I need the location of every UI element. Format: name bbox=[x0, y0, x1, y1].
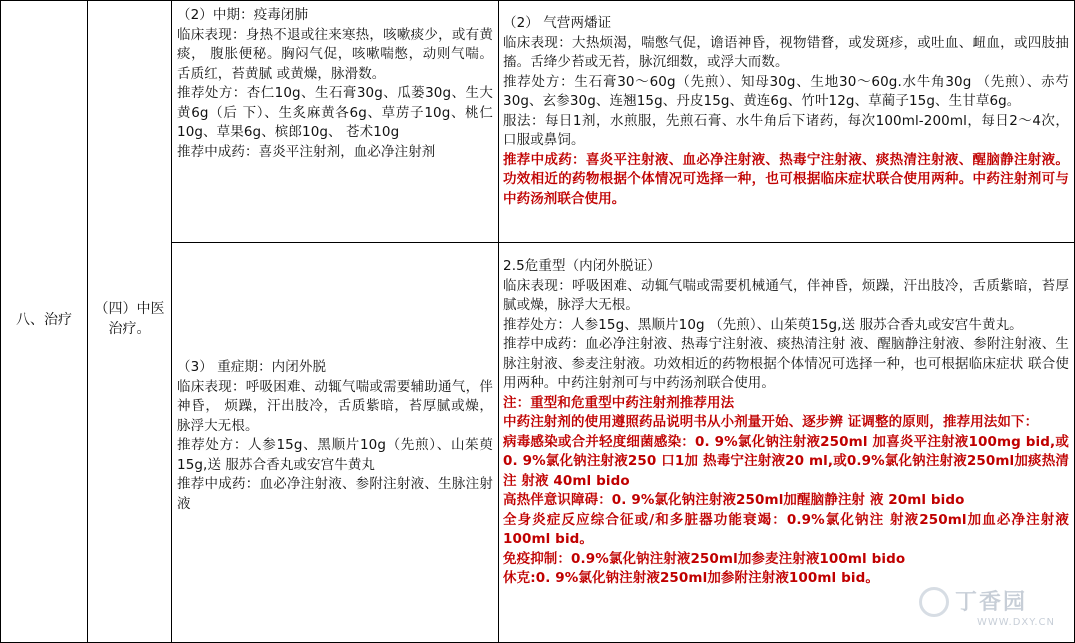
qi-ying-prescription: 推荐处方：生石膏30～60g（先煎）、知母30g、生地30～60g.水牛角30g （先煎）、赤芍30g、玄参30g、连翘15g、丹皮15g、黄连6g、竹叶12g、草蔺子15g、生甘草6g。 bbox=[503, 73, 1069, 109]
critical-patent: 推荐中成药：血必净注射液、热毒宁注射液、痰热清注射 液、醒脑静注射液、参附注射液、生脉注射液、参麦注射液。功效相近的药物根据个体情况可选择一种，也可根据临床症状 联合使用两种。中药注射剂可与中药汤剂联合使用。 bbox=[503, 336, 1069, 391]
severe-stage-title: （3） 重症期：内闭外脱 bbox=[177, 359, 327, 375]
watermark-text: 丁香园 bbox=[955, 590, 1028, 615]
critical-recommend-immuno: 免疫抑制：0.9%氯化钠注射液250ml加参麦注射液100ml bido bbox=[503, 550, 906, 567]
section-label: 八、治疗 bbox=[16, 312, 72, 328]
critical-title: 2.5危重型（内闭外脱证） bbox=[503, 258, 661, 274]
watermark bbox=[917, 581, 1067, 637]
critical-recommend-sirs: 全身炎症反应综合征或/和多脏器功能衰竭：0.9%氯化钠注 射液250ml加血必净注射液100ml bid。 bbox=[503, 511, 1069, 547]
mid-stage-clinical: 临床表现：身热不退或往来寒热，咳嗽痰少，或有黄痰， 腹胀便秘。胸闷气促，咳嗽喘憋，动则气喘。舌质红，苔黄腻 或黄燥，脉滑数。 bbox=[177, 26, 493, 82]
mid-stage-prescription: 推荐处方：杏仁10g、生石膏30g、瓜蒌30g、生大黄6g（后 下）、生炙麻黄各6g、草苈子10g、桃仁10g、草果6g、槟郎10g、 苍术10g bbox=[177, 85, 493, 140]
critical-recommend-shock: 休克:0. 9%氯化钠注射液250ml加参附注射液100ml bid。 bbox=[503, 570, 879, 586]
critical-note-title: 注：重型和危重型中药注射剂推荐用法 bbox=[503, 394, 735, 411]
critical-recommend-fever: 高热伴意识障碍：0. 9%氯化钠注射液250ml加醒脑静注射 液 20ml bido bbox=[503, 492, 965, 508]
qi-ying-title: （2） 气营两燔证 bbox=[503, 15, 612, 31]
mid-stage-patent: 推荐中成药：喜炎平注射剂，血必净注射剂 bbox=[177, 143, 436, 160]
severe-stage-patent: 推荐中成药：血必净注射液、参附注射液、生脉注射液 bbox=[177, 476, 493, 512]
qi-ying-clinical: 临床表现：大热烦渴，喘憋气促，谵语神昏，视物错瞀，或发斑疹，或吐血、衄血，或四肢抽搐。舌绛少苔或无苔，脉沉细数，或浮大而数。 bbox=[503, 34, 1069, 70]
severe-stage-clinical: 临床表现：呼吸困难、动辄气喘或需要辅助通气，伴神昏， 烦躁，汗出肢冷，舌质紫暗，苔厚腻或燥，脉浮大无根。 bbox=[177, 378, 493, 434]
mid-stage-title: （2）中期：疫毒闭肺 bbox=[177, 7, 309, 23]
critical-note-principle: 中药注射剂的使用遵照药品说明书从小剂量开始、逐步辨 证调整的原则，推荐用法如下： bbox=[503, 414, 1039, 430]
severe-stage-prescription: 推荐处方：人参15g、黑顺片10g（先煎）、山茱萸15g,送 服苏合香丸或安宫牛黄丸 bbox=[177, 437, 493, 473]
severe-stage-text bbox=[177, 358, 493, 514]
critical-text bbox=[503, 257, 1069, 589]
critical-prescription: 推荐处方：人参15g、黑顺片10g （先煎）、山茱萸15g,送 服苏合香丸或安宫牛黄丸。 bbox=[503, 316, 1023, 333]
qi-ying-text bbox=[503, 14, 1069, 209]
subsection-label bbox=[87, 299, 172, 339]
critical-clinical: 临床表现：呼吸困难、动辄气喘或需要机械通气，伴神昏，烦躁，汗出肢冷，舌质紫暗，苔厚腻或燥，脉浮大无根。 bbox=[503, 277, 1069, 313]
qi-ying-patent: 推荐中成药：喜炎平注射液、血必净注射液、热毒宁注射液、痰热清注射液、醒脑静注射液。功效相近的药物根据个体情况可选择一种，也可根据临床症状联合使用两种。中药注射剂可与中药汤剂联合使用。 bbox=[503, 151, 1069, 207]
critical-recommend-viral: 病毒感染或合并轻度细菌感染：0. 9%氯化钠注射液250ml 加喜炎平注射液100mg bid,或0. 9%氯化钠注射液250 口1加 热毒宁注射液20 ml,或0.9%氯化钠注射液250ml加痰热清注 射液 40ml bido bbox=[503, 433, 1069, 489]
subsection-line1: （四）中医 bbox=[94, 301, 165, 317]
qi-ying-usage: 服法：每日1剂，水煎服，先煎石膏、水牛角后下诸药，每次100ml-200ml，每日2～4次，口服或鼻饲。 bbox=[503, 112, 1069, 148]
watermark-sub: WWW.DXY.CN bbox=[977, 617, 1055, 628]
mid-stage-text bbox=[177, 6, 493, 162]
watermark-logo-icon bbox=[919, 587, 949, 617]
subsection-line2: 治疗。 bbox=[108, 321, 151, 337]
